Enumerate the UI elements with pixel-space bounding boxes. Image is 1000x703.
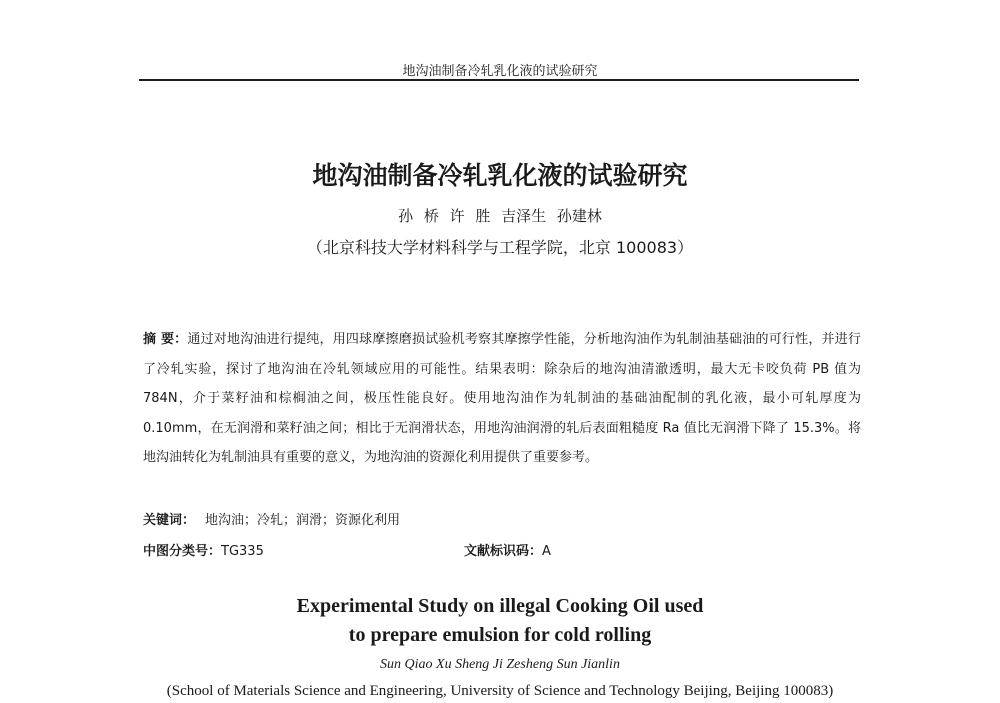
authors-en: Sun Qiao Xu Sheng Ji Zesheng Sun Jianlin [380,657,620,672]
document-code [464,540,551,559]
abstract-cn [143,325,861,473]
paper-title-cn: 地沟油制备冷轧乳化液的试验研究 [312,161,688,190]
paper-title-en-line2: to prepare emulsion for cold rolling [348,624,652,646]
keywords-label: 关键词： [143,513,196,528]
affiliation-cn: （北京科技大学材料科学与工程学院，北京 100083） [306,238,694,257]
header-rule [139,79,859,81]
document-code-value: A [542,544,551,559]
affiliation-en: (School of Materials Science and Engineering, University of Science and Technology Beijing, Beijing 100083) [166,683,834,699]
authors-cn: 孙 桥 许 胜 吉泽生 孙建林 [398,207,602,225]
clc-number [143,540,264,559]
keywords-cn [143,509,400,528]
keywords-text: 地沟油；冷轧；润滑；资源化利用 [205,513,401,528]
clc-label: 中图分类号： [143,544,222,559]
clc-value: TG335 [221,544,264,559]
abstract-text: 通过对地沟油进行提纯，用四球摩擦磨损试验机考察其摩擦学性能，分析地沟油作为轧制油基础油的可行性，并进行了冷轧实验，探讨了地沟油在冷轧领域应用的可能性。结果表明：除杂后的地沟油清澈透明，最大无卡咬负荷 PB 值为 784N，介于菜籽油和棕榈油之间，极压性能良好。使用地沟油作为轧制油的基础油配制的乳化液，最小可轧厚度为 0.10mm，在无润滑和菜籽油之间；相比于无润滑状态，用地沟油润滑的轧后表面粗糙度 Ra 值比无润滑下降了 15.3%。将地沟油转化为轧制油具有重要的意义，为地沟油的资源化利用提供了重要参考。 [143,332,861,465]
abstract-label: 摘 要： [143,332,188,347]
document-code-label: 文献标识码： [464,544,543,559]
paper-title-en-line1: Experimental Study on illegal Cooking Oil used [296,595,704,617]
running-header: 地沟油制备冷轧乳化液的试验研究 [402,64,598,79]
